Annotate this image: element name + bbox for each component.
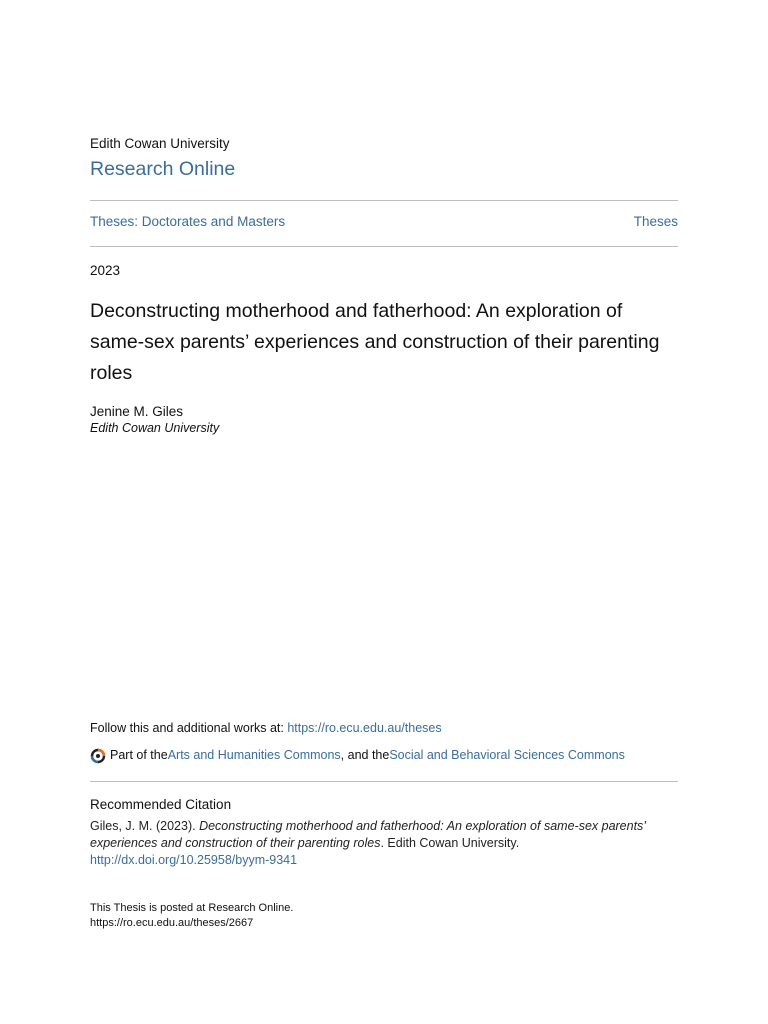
institution-name: Edith Cowan University bbox=[90, 136, 230, 151]
citation-prefix: Giles, J. M. (2023). bbox=[90, 819, 200, 833]
citation-text bbox=[90, 818, 682, 869]
repository-link[interactable]: Research Online bbox=[90, 158, 236, 180]
publication-year: 2023 bbox=[90, 263, 121, 278]
series-link[interactable]: Theses bbox=[633, 214, 678, 229]
follow-line bbox=[90, 721, 442, 735]
network-commons-icon bbox=[90, 746, 106, 764]
follow-url-link[interactable]: https://ro.ecu.edu.au/theses bbox=[287, 721, 442, 735]
document-title: Deconstructing motherhood and fatherhood: An exploration of same-sex parents’ experiences and construction of their parenting roles bbox=[90, 300, 660, 384]
social-behavioral-commons-link[interactable]: Social and Behavioral Sciences Commons bbox=[389, 748, 625, 762]
collection-link[interactable]: Theses: Doctorates and Masters bbox=[90, 214, 286, 229]
author-name: Jenine M. Giles bbox=[90, 404, 184, 419]
header-divider bbox=[90, 246, 678, 247]
part-of-prefix: Part of the bbox=[110, 748, 168, 762]
citation-suffix: . Edith Cowan University. bbox=[380, 836, 520, 850]
posted-statement: This Thesis is posted at Research Online. bbox=[90, 902, 294, 914]
top-divider bbox=[90, 200, 678, 201]
citation-title: Deconstructing motherhood and fatherhood: An exploration of same-sex parents’ experiences and construction of their parenting roles bbox=[90, 819, 646, 850]
citation-divider bbox=[90, 781, 678, 782]
recommended-citation-heading: Recommended Citation bbox=[90, 797, 232, 812]
part-of-mid: , and the bbox=[340, 748, 390, 762]
follow-label: Follow this and additional works at: bbox=[90, 721, 288, 735]
author-affiliation: Edith Cowan University bbox=[90, 421, 220, 435]
arts-humanities-commons-link[interactable]: Arts and Humanities Commons bbox=[167, 748, 341, 762]
thesis-url: https://ro.ecu.edu.au/theses/2667 bbox=[90, 917, 254, 929]
posting-note bbox=[90, 901, 293, 931]
doi-link[interactable]: http://dx.doi.org/10.25958/byym-9341 bbox=[90, 853, 298, 867]
part-of-line bbox=[90, 746, 625, 764]
